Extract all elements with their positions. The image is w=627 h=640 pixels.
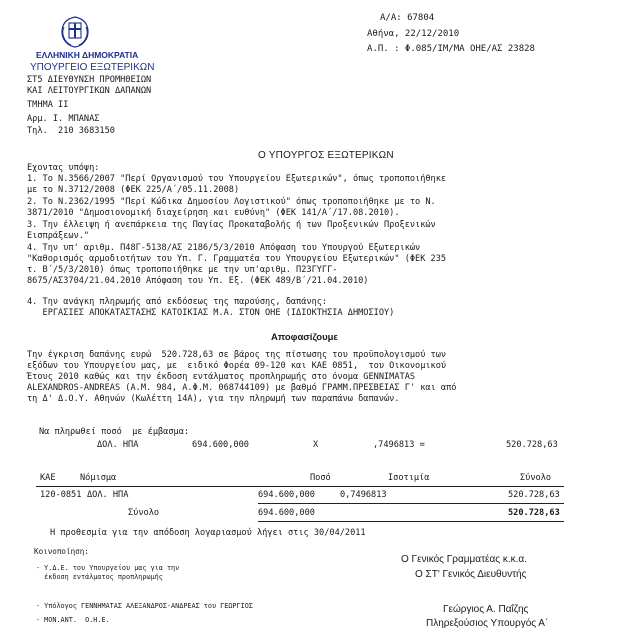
- table-header-currency: Νόμισμα: [80, 473, 117, 483]
- signatory-role: Πληρεξούσιος Υπουργός Α΄: [426, 618, 549, 629]
- payment-currency: ΔΟΛ. ΗΠΑ: [97, 440, 139, 450]
- deadline-text: Η προθεσμία για την απόδοση λογαριασμού λήγει στις 30/04/2011: [50, 528, 366, 538]
- considering-item-5: 4. Την ανάγκη πληρωμής από εκδόσεως της παρούσης, δαπάνης:: [27, 297, 328, 307]
- protocol-number: Α.Π. : Φ.085/ΙΜ/ΜΑ ΟΗΕ/ΑΣ 23828: [367, 44, 535, 54]
- considering-line: 4. Την υπ' αριθμ. Π48Γ-5138/ΑΣ 2186/5/3/2010 Απόφαση του Υπουργού Εξωτερικών: [27, 243, 421, 253]
- table-header-rule: [36, 486, 564, 487]
- decision-line: Την έγκριση δαπάνης ευρώ 520.728,63 σε βάρος της πίστωσης του προϋπολογισμού των: [27, 350, 447, 360]
- department-line-1: ΣΤ5 ΔΙΕΥΘΥΝΣΗ ΠΡΟΜΗΘΕΙΩΝ: [27, 75, 152, 85]
- signature-title-2: Ο ΣΤ' Γενικός Διευθυντής: [415, 569, 527, 580]
- considering-line: 3871/2010 "Δημοσιονομική διαχείρηση και ευθύνη" (ΦΕΚ 141/Α΄/17.08.2010).: [27, 208, 400, 218]
- considering-heading: Εχοντας υπόψη:: [27, 163, 100, 173]
- notify-item-1-line-1: - Υ.Δ.Ε. του Υπουργείου μας για την: [36, 564, 180, 572]
- decision-line: Έτους 2010 καθώς και την έκδοση εντάλματος προπληρωμής στο όνομα GENNIMATAS: [27, 372, 416, 382]
- payment-result: 520.728,63: [506, 440, 558, 450]
- payment-label: Να πληρωθεί ποσό με έμβασμα:: [39, 427, 190, 437]
- table-cell-amount: 694.600,000: [258, 490, 315, 500]
- notify-heading: Κοινοποίηση:: [34, 547, 89, 556]
- notify-item-2: - Υπόλογος ΓΕΝΝΗΜΑΤΑΣ ΑΛΕΞΑΝΔΡΟΣ-ΑΝΔΡΕΑΣ του ΓΕΩΡΓΙΟΣ: [36, 602, 253, 610]
- decision-line: εξόδων του Υπουργείου μας, με ειδικό Φορέα 09-120 και ΚΑΕ 0851, του Οικονομικού: [27, 361, 447, 371]
- payment-amount: 694.600,000: [192, 440, 249, 450]
- notify-item-1-line-2: έκδοση εντάλματος προπληρωμής: [36, 573, 163, 581]
- section-label: ΤΜΗΜΑ ΙΙ: [27, 100, 69, 110]
- department-line-2: ΚΑΙ ΛΕΙΤΟΥΡΓΙΚΩΝ ΔΑΠΑΝΩΝ: [27, 86, 152, 96]
- serial-number: Α/Α: 67804: [380, 13, 435, 23]
- table-cell-kae: 120-0851: [40, 490, 82, 500]
- table-sum-rule: [258, 521, 564, 522]
- expense-description: ΕΡΓΑΣΙΕΣ ΑΠΟΚΑΤΑΣΤΑΣΗΣ ΚΑΤΟΙΚΙΑΣ Μ.Α. ΣΤΟΝ ΟΗΕ (ΙΔΙΟΚΤΗΣΙΑ ΔΗΜΟΣΙΟΥ): [27, 308, 395, 318]
- considering-line: με το Ν.3712/2008 (ΦΕΚ 225/Α΄/05.11.2008): [27, 185, 240, 195]
- payment-times: Χ: [313, 440, 319, 450]
- considering-line: τ. Β΄/5/3/2010) όπως τροποποιήθηκε με την υπ'αριθμ. Π23ΓΥΓΓ-: [27, 265, 338, 275]
- considering-line: "Καθορισμός αρμοδιοτήτων του Υπ. Γ. Γραμματέα του Υπουργείου Εξωτερικών" (ΦΕΚ 235: [27, 254, 447, 264]
- considering-line: 8675/ΑΣ3704/21.04.2010 Απόφαση του Υπ. Εξ. (ΦΕΚ 489/Β΄/21.04.2010): [27, 276, 369, 286]
- table-header-rate: Ισοτιμία: [388, 473, 430, 483]
- table-row-rule: [258, 503, 564, 504]
- decision-line: τη Δ' Δ.Ο.Υ. Αθηνών (Κωλέττη 14Α), για την πληρωμή των παραπάνω δαπανών.: [27, 394, 400, 404]
- table-sum-amount: 694.600,000: [258, 508, 315, 518]
- place-date: Αθήνα, 22/12/2010: [367, 29, 460, 39]
- ministry-name: ΥΠΟΥΡΓΕΙΟ ΕΞΩΤΕΡΙΚΩΝ: [30, 62, 155, 73]
- country-name: ΕΛΛΗΝΙΚΗ ΔΗΜΟΚΡΑΤΙΑ: [36, 50, 139, 60]
- table-sum-label: Σύνολο: [128, 508, 160, 518]
- payment-rate: ,7496813 =: [373, 440, 425, 450]
- table-cell-total: 520.728,63: [508, 490, 560, 500]
- table-header-total: Σύνολο: [520, 473, 552, 483]
- document-title: Ο ΥΠΟΥΡΓΟΣ ΕΞΩΤΕΡΙΚΩΝ: [258, 150, 394, 161]
- greek-emblem-icon: [58, 15, 92, 49]
- decision-line: ALEXANDROS-ANDREAS (Α.Μ. 984, Α.Φ.Μ. 068744109) με βαθμό ΓΡΑΜΜ.ΠΡΕΣΒΕΙΑΣ Γ' και από: [27, 383, 457, 393]
- notify-item-3: - ΜΟΝ.ΑΝΤ. Ο.Η.Ε.: [36, 616, 110, 624]
- contact-person: Αρμ. Ι. ΜΠΑΝΑΣ: [27, 114, 100, 124]
- considering-line: 1. Το Ν.3566/2007 "Περί Οργανισμού του Υπουργείου Εξωτερικών", όπως τροποποιήθηκε: [27, 174, 447, 184]
- considering-line: Εισπράξεων.": [27, 231, 90, 241]
- table-header-amount: Ποσό: [310, 473, 331, 483]
- phone-number: Τηλ. 210 3683150: [27, 126, 115, 136]
- table-cell-rate: 0,7496813: [340, 490, 387, 500]
- signatory-name: Γεώργιος Α. Παΐζης: [443, 604, 529, 615]
- signature-title-1: Ο Γενικός Γραμματέας κ.κ.α.: [401, 554, 527, 565]
- table-header-kae: ΚΑΕ: [40, 473, 56, 483]
- considering-line: 3. Την έλλειψη ή ανεπάρκεια της Παγίας Προκαταβολής ή των Προξενικών Προξενικών: [27, 220, 436, 230]
- table-sum-total: 520.728,63: [508, 508, 560, 518]
- considering-line: 2. Το Ν.2362/1995 "Περί Κώδικα Δημοσίου Λογιστικού" όπως τροποποιήθηκε με το Ν.: [27, 197, 436, 207]
- decision-heading: Αποφασίζουμε: [271, 332, 338, 343]
- table-cell-currency: ΔΟΛ. ΗΠΑ: [87, 490, 129, 500]
